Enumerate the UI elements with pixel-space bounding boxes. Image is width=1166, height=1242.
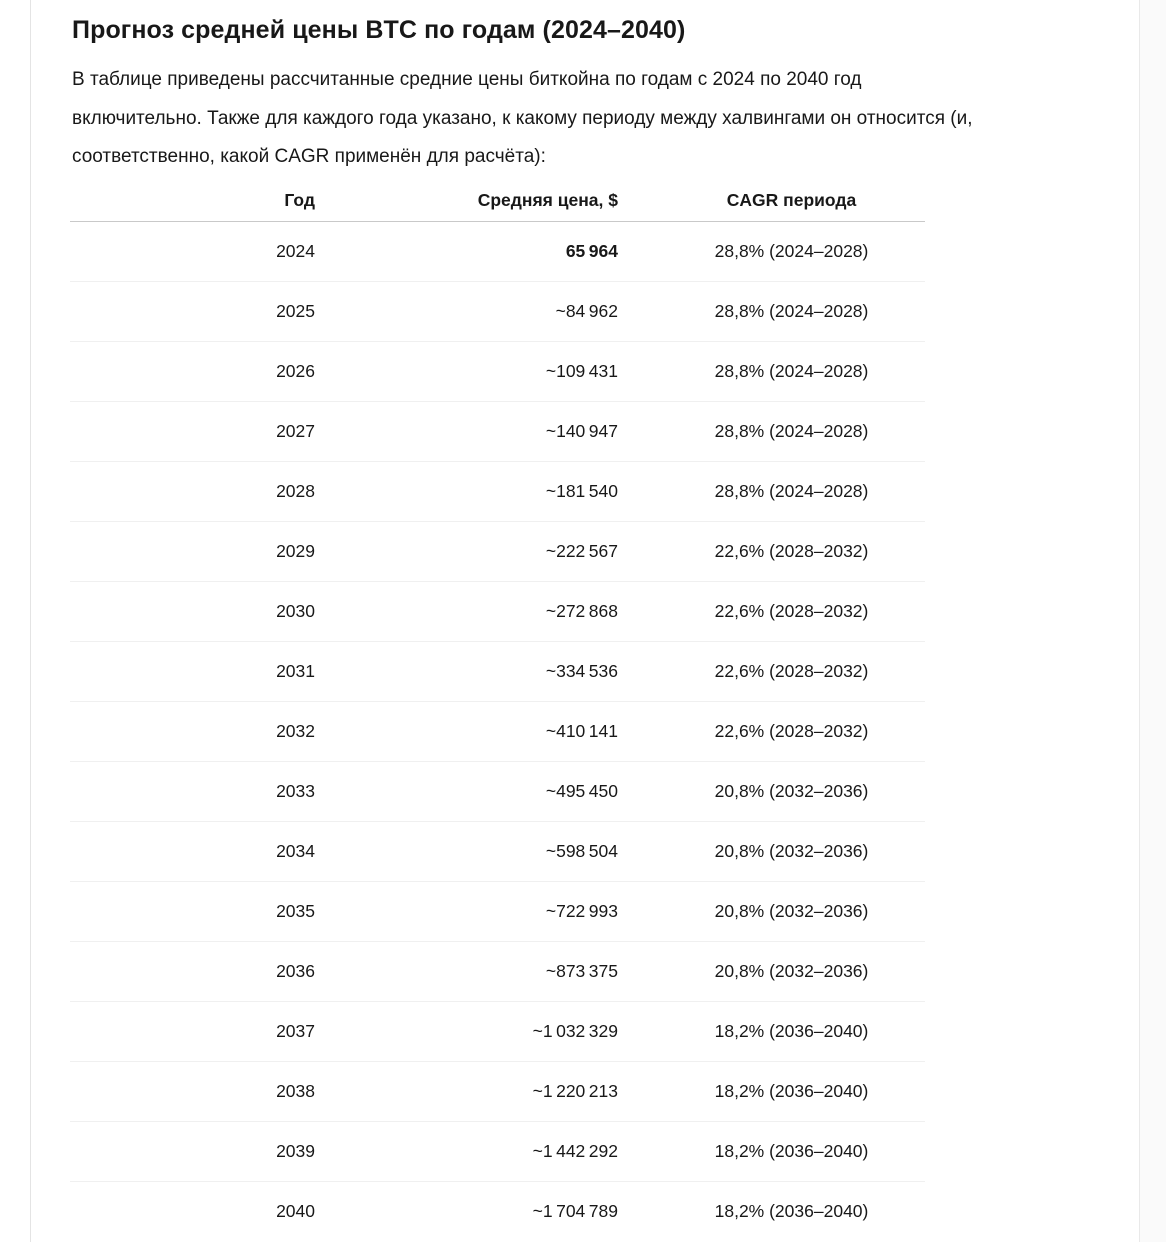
left-pane-divider [30, 0, 31, 1242]
price-cell: ~1 220 213 [532, 1080, 618, 1101]
table-body [70, 222, 925, 1242]
price-cell: ~222 567 [545, 540, 618, 561]
year-cell: 2031 [276, 660, 315, 681]
year-cell: 2037 [276, 1020, 315, 1041]
table-row [70, 882, 925, 942]
cagr-cell: 20,8% (2032–2036) [714, 960, 869, 981]
year-cell: 2026 [276, 360, 315, 381]
cagr-cell: 28,8% (2024–2028) [714, 360, 869, 381]
table-row [70, 282, 925, 342]
price-cell: ~84 962 [555, 300, 618, 321]
year-cell: 2028 [276, 480, 315, 501]
year-column-header: Год [284, 189, 315, 210]
cagr-cell: 20,8% (2032–2036) [714, 900, 869, 921]
cagr-cell: 28,8% (2024–2028) [714, 480, 869, 501]
cagr-cell: 18,2% (2036–2040) [714, 1201, 869, 1221]
price-column-header: Средняя цена, $ [477, 189, 618, 210]
cagr-cell: 22,6% (2028–2032) [714, 720, 869, 741]
table-row [70, 402, 925, 462]
table-row [70, 702, 925, 762]
cagr-cell: 18,2% (2036–2040) [714, 1140, 869, 1161]
year-cell: 2032 [276, 720, 315, 741]
table-row [70, 762, 925, 822]
price-cell: ~598 504 [545, 840, 618, 861]
table-row [70, 642, 925, 702]
scrollbar-gutter [1139, 0, 1166, 1242]
price-cell: ~109 431 [545, 360, 618, 381]
price-cell: ~722 993 [545, 900, 618, 921]
price-cell: ~140 947 [545, 420, 618, 441]
table-row [70, 942, 925, 1002]
year-cell: 2034 [276, 840, 315, 861]
year-cell: 2035 [276, 900, 315, 921]
table-row [70, 1122, 925, 1182]
price-cell: ~181 540 [545, 480, 618, 501]
year-cell: 2039 [276, 1140, 315, 1161]
year-cell: 2025 [276, 300, 315, 321]
intro-line: соответственно, какой CAGR применён для расчёта): [72, 146, 546, 167]
cagr-cell: 18,2% (2036–2040) [714, 1020, 869, 1041]
table-row [70, 1182, 925, 1242]
cagr-cell: 22,6% (2028–2032) [714, 600, 869, 621]
intro-line: В таблице приведены рассчитанные средние цены биткойна по годам с 2024 по 2040 год [72, 69, 862, 90]
table-header-row [70, 180, 925, 222]
price-cell: ~334 536 [545, 660, 618, 681]
cagr-column-header: CAGR периода [726, 189, 857, 210]
year-cell: 2033 [276, 780, 315, 801]
article [72, 12, 1072, 1242]
price-cell: ~1 704 789 [532, 1201, 618, 1221]
year-cell: 2024 [276, 240, 315, 261]
forecast-table [70, 180, 925, 1242]
cagr-cell: 20,8% (2032–2036) [714, 840, 869, 861]
year-cell: 2040 [276, 1201, 315, 1221]
cagr-cell: 20,8% (2032–2036) [714, 780, 869, 801]
price-cell: ~873 375 [545, 960, 618, 981]
table-row [70, 342, 925, 402]
year-cell: 2038 [276, 1080, 315, 1101]
cagr-cell: 18,2% (2036–2040) [714, 1080, 869, 1101]
price-cell: 65 964 [565, 240, 618, 261]
table-row [70, 582, 925, 642]
page-title: Прогноз средней цены BTC по годам (2024–2040) [72, 16, 686, 44]
price-cell: ~1 442 292 [532, 1140, 618, 1161]
price-cell: ~272 868 [545, 600, 618, 621]
price-cell: ~410 141 [545, 720, 618, 741]
year-cell: 2030 [276, 600, 315, 621]
year-cell: 2029 [276, 540, 315, 561]
cagr-cell: 28,8% (2024–2028) [714, 300, 869, 321]
cagr-cell: 22,6% (2028–2032) [714, 660, 869, 681]
table-row [70, 822, 925, 882]
intro-line: включительно. Также для каждого года указано, к какому периоду между халвингами он относится (и, [72, 107, 973, 129]
cagr-cell: 28,8% (2024–2028) [714, 420, 869, 441]
price-cell: ~495 450 [545, 780, 618, 801]
table-row [70, 1002, 925, 1062]
table-row [70, 222, 925, 282]
intro-paragraph [72, 61, 1072, 177]
price-cell: ~1 032 329 [532, 1020, 618, 1041]
cagr-cell: 28,8% (2024–2028) [714, 240, 869, 261]
year-cell: 2036 [276, 960, 315, 981]
year-cell: 2027 [276, 420, 315, 441]
table-row [70, 522, 925, 582]
cagr-cell: 22,6% (2028–2032) [714, 540, 869, 561]
table-row [70, 462, 925, 522]
table-row [70, 1062, 925, 1122]
